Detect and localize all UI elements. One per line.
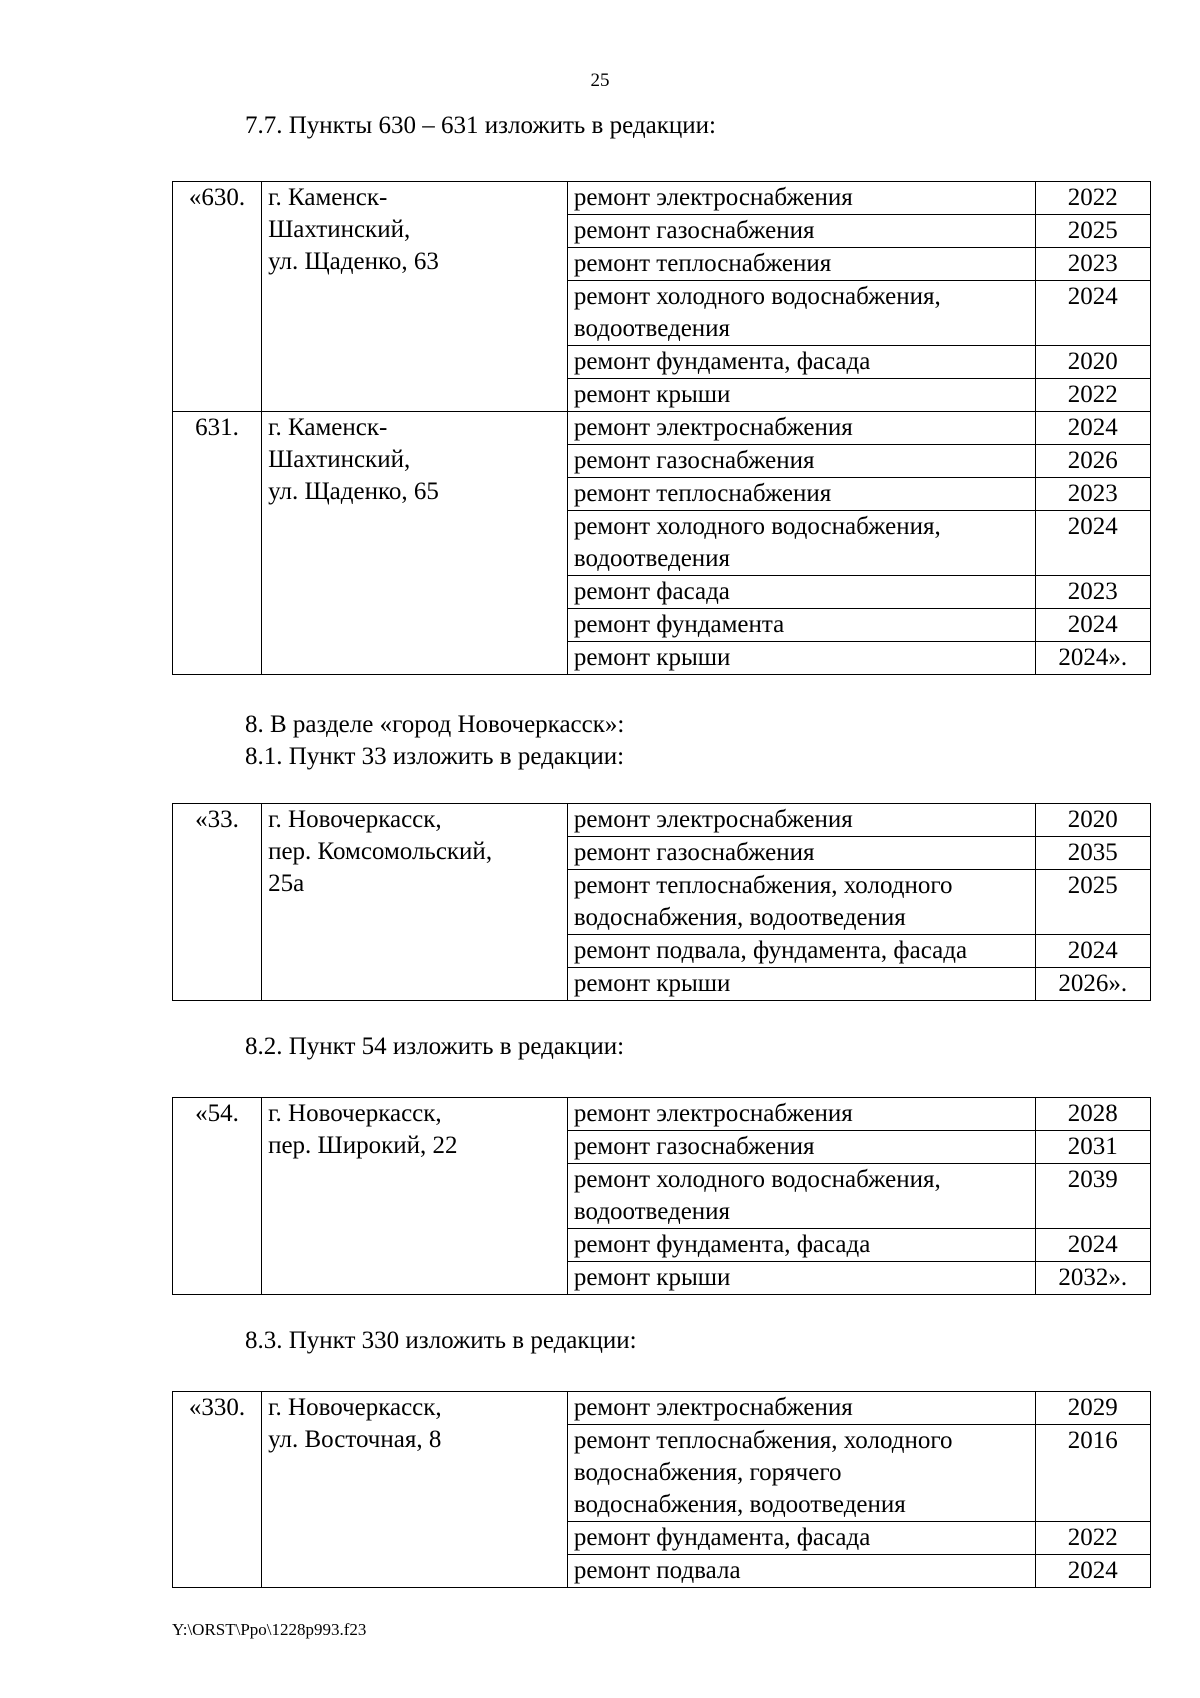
work-type: ремонт электроснабжения [567,1392,1035,1425]
work-type: ремонт фундамента, фасада [567,1229,1035,1262]
address-line: ул. Щаденко, 63 [268,248,439,275]
work-year: 2024 [1035,281,1150,346]
work-year: 2031 [1035,1131,1150,1164]
work-type: ремонт газоснабжения [567,837,1035,870]
work-type: ремонт холодного водоснабжения, водоотведения [567,511,1035,576]
work-type: ремонт фундамента, фасада [567,1522,1035,1555]
work-year: 2024 [1035,1555,1150,1588]
work-year: 2016 [1035,1425,1150,1522]
work-year: 2025 [1035,215,1150,248]
work-year: 2022 [1035,379,1150,412]
work-type: ремонт теплоснабжения, холодного водоснабжения, водоотведения [567,870,1035,935]
work-type: ремонт электроснабжения [567,804,1035,837]
work-type: ремонт крыши [567,968,1035,1001]
address-line: г. Новочеркасск, [268,1394,442,1421]
item-number: «33. [173,804,262,1001]
item-address [262,1392,568,1588]
work-year: 2023 [1035,478,1150,511]
address-line: г. Каменск- [268,414,388,441]
work-year: 2024 [1035,1229,1150,1262]
work-type: ремонт фасада [567,576,1035,609]
work-year: 2035 [1035,837,1150,870]
work-year: 2020 [1035,804,1150,837]
work-year: 2020 [1035,346,1150,379]
item-address [262,804,568,1001]
item-number: «630. [173,182,262,412]
work-year: 2023 [1035,576,1150,609]
heading-8-1: 8.1. Пункт 33 изложить в редакции: [245,743,625,770]
work-type: ремонт холодного водоснабжения, водоотведения [567,1164,1035,1229]
item-address [262,182,568,412]
table-item-33 [172,803,1151,1001]
table-row [173,182,1151,215]
address-line: г. Новочеркасск, [268,806,442,833]
work-year: 2024 [1035,609,1150,642]
item-number: 631. [173,412,262,675]
work-type: ремонт электроснабжения [567,1098,1035,1131]
work-year: 2024». [1035,642,1150,675]
table-row [173,1392,1151,1425]
work-year: 2026». [1035,968,1150,1001]
work-type: ремонт газоснабжения [567,445,1035,478]
work-type: ремонт электроснабжения [567,182,1035,215]
item-number: «330. [173,1392,262,1588]
work-year: 2029 [1035,1392,1150,1425]
heading-8-2: 8.2. Пункт 54 изложить в редакции: [245,1033,625,1060]
address-line: Шахтинский, [268,446,411,473]
work-type: ремонт холодного водоснабжения, водоотведения [567,281,1035,346]
table-row [173,412,1151,445]
work-type: ремонт фундамента [567,609,1035,642]
work-year: 2024 [1035,412,1150,445]
work-type: ремонт крыши [567,379,1035,412]
item-address [262,1098,568,1295]
work-year: 2024 [1035,935,1150,968]
address-line: пер. Комсомольский, [268,838,493,865]
work-type: ремонт крыши [567,642,1035,675]
address-line: г. Новочеркасск, [268,1100,442,1127]
page-number: 25 [590,70,610,91]
heading-8-3: 8.3. Пункт 330 изложить в редакции: [245,1327,637,1354]
work-type: ремонт подвала, фундамента, фасада [567,935,1035,968]
item-number: «54. [173,1098,262,1295]
table-row [173,804,1151,837]
work-type: ремонт теплоснабжения [567,248,1035,281]
work-year: 2026 [1035,445,1150,478]
work-year: 2024 [1035,511,1150,576]
work-type: ремонт электроснабжения [567,412,1035,445]
address-line: пер. Широкий, 22 [268,1132,458,1159]
address-line: Шахтинский, [268,216,411,243]
work-year: 2028 [1035,1098,1150,1131]
table-item-54 [172,1097,1151,1295]
work-year: 2022 [1035,182,1150,215]
address-line: ул. Восточная, 8 [268,1426,442,1453]
work-type: ремонт крыши [567,1262,1035,1295]
heading-8: 8. В разделе «город Новочеркасск»: [245,711,625,738]
address-line: ул. Щаденко, 65 [268,478,439,505]
work-type: ремонт газоснабжения [567,215,1035,248]
address-line: 25а [268,870,305,897]
work-year: 2039 [1035,1164,1150,1229]
footer-file-path: Y:\ORST\Ppo\1228p993.f23 [172,1620,367,1639]
item-address [262,412,568,675]
work-year: 2023 [1035,248,1150,281]
work-year: 2025 [1035,870,1150,935]
work-type: ремонт теплоснабжения [567,478,1035,511]
heading-7-7: 7.7. Пункты 630 – 631 изложить в редакции: [245,112,716,139]
table-items-630-631 [172,181,1151,675]
work-type: ремонт теплоснабжения, холодного водоснабжения, горячего водоснабжения, водоотведения [567,1425,1035,1522]
work-year: 2022 [1035,1522,1150,1555]
table-item-330 [172,1391,1151,1588]
work-type: ремонт газоснабжения [567,1131,1035,1164]
address-line: г. Каменск- [268,184,388,211]
work-type: ремонт подвала [567,1555,1035,1588]
work-type: ремонт фундамента, фасада [567,346,1035,379]
table-row [173,1098,1151,1131]
work-year: 2032». [1035,1262,1150,1295]
